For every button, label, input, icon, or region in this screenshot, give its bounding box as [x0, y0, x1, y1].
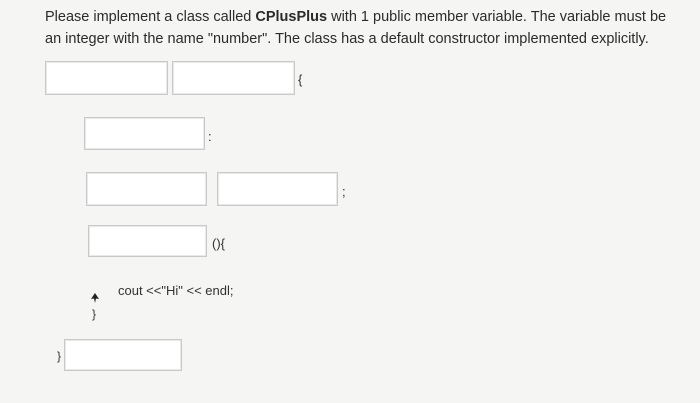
class-name: CPlusPlus — [255, 9, 328, 25]
blank-member-type[interactable] — [86, 172, 207, 206]
cout-statement: cout <<"Hi" << endl; — [118, 283, 234, 298]
blank-member-name[interactable] — [217, 172, 338, 206]
blank-constructor-name[interactable] — [88, 225, 207, 257]
blank-class-name[interactable] — [172, 61, 295, 95]
semicolon-text: ; — [342, 184, 346, 199]
blank-access-specifier[interactable] — [84, 117, 205, 150]
blank-closing[interactable] — [64, 339, 182, 371]
question-part1: Please implement a class called — [45, 9, 256, 25]
question-part2: with 1 public member variable. The variable must be an integer with the name "number". The class has a default constructor implemented explicitly. — [45, 9, 667, 47]
constructor-parens: (){ — [212, 236, 225, 251]
question-text — [45, 6, 685, 50]
close-brace-class: } — [57, 349, 62, 363]
open-brace: { — [298, 72, 303, 87]
blank-class-keyword[interactable] — [45, 61, 168, 95]
colon-text: : — [208, 129, 212, 144]
close-brace-constructor: } — [92, 307, 97, 321]
mouse-pointer-icon — [91, 293, 99, 303]
